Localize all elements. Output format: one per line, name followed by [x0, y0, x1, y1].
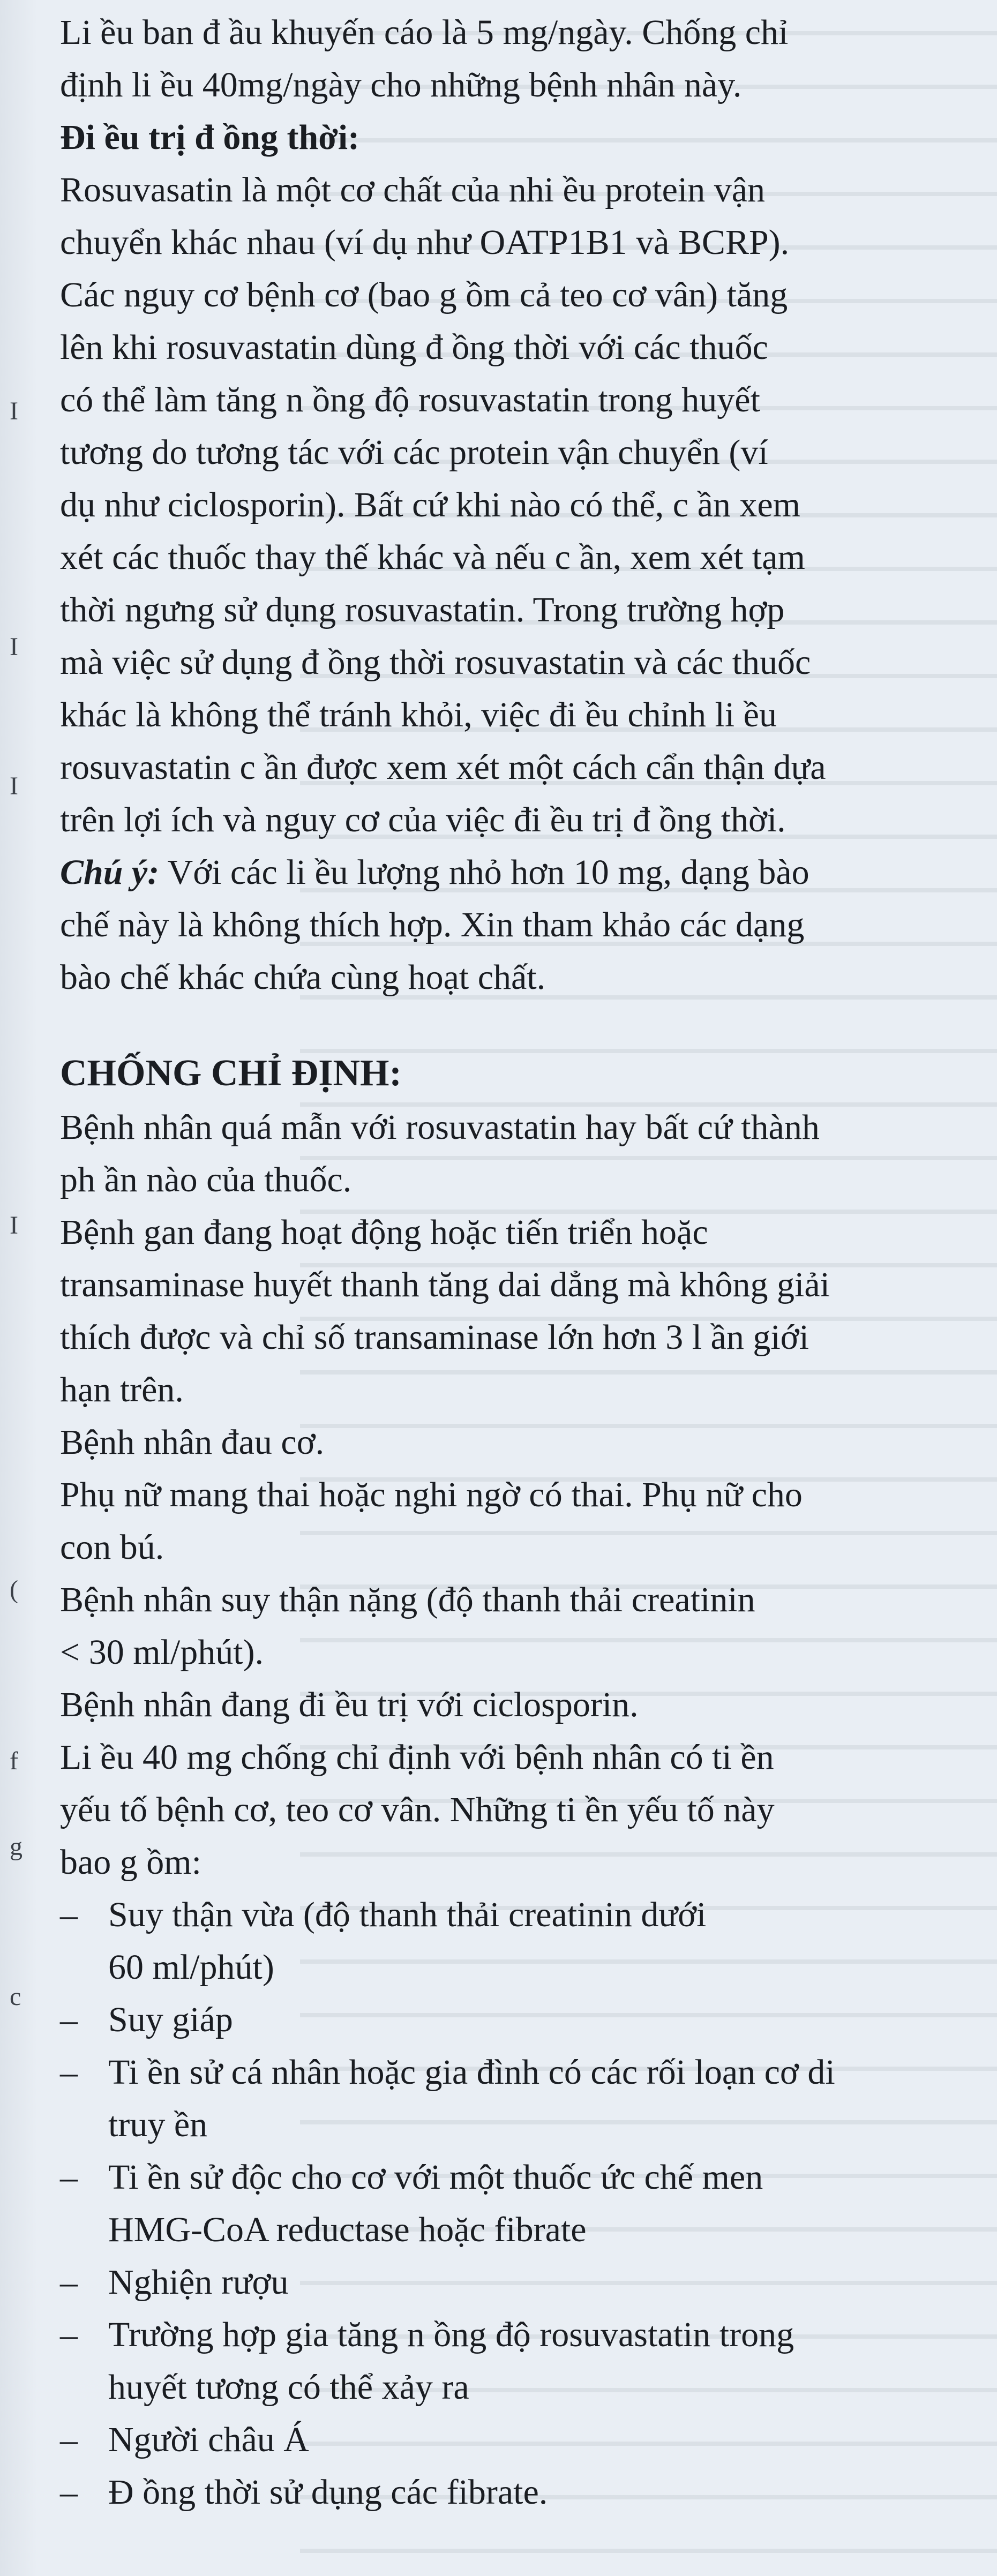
- text-line: tương do tương tác với các protein vận chuyển (ví: [60, 433, 768, 472]
- text-line: khác là không thể tránh khỏi, việc đi ều chỉnh li ều: [60, 695, 777, 734]
- list-item: [60, 2046, 981, 2099]
- bullet-dash: –: [60, 2263, 78, 2302]
- margin-mark: I: [10, 633, 18, 661]
- list-item: [60, 2466, 981, 2519]
- text-line: chế này là không thích hợp. Xin tham khảo các dạng: [60, 905, 805, 944]
- concomitant-treatment-heading: Đi ều trị đ ồng thời:: [60, 118, 360, 157]
- bullet-dash: –: [60, 2000, 78, 2039]
- text-line: yếu tố bệnh cơ, teo cơ vân. Những ti ền yếu tố này: [60, 1790, 775, 1829]
- text-line: trên lợi ích và nguy cơ của việc đi ều trị đ ồng thời.: [60, 800, 786, 839]
- list-item-text: Ti ền sử cá nhân hoặc gia đình có các rối loạn cơ di: [108, 2053, 835, 2092]
- text-line: mà việc sử dụng đ ồng thời rosuvastatin và các thuốc: [60, 643, 811, 682]
- text-line: Li ều 40 mg chống chỉ định với bệnh nhân có ti ền: [60, 1738, 774, 1777]
- text-line: Bệnh nhân đau cơ.: [60, 1423, 325, 1462]
- list-item-text: Người châu Á: [108, 2420, 309, 2459]
- text-line: thời ngưng sử dụng rosuvastatin. Trong trường hợp: [60, 590, 785, 629]
- margin-mark: c: [10, 1982, 21, 2011]
- text-line: có thể làm tăng n ồng độ rosuvastatin trong huyết: [60, 380, 760, 419]
- margin-mark: I: [10, 772, 18, 800]
- list-item-text: Đ ồng thời sử dụng các fibrate.: [108, 2473, 548, 2512]
- text-line: Bệnh gan đang hoạt động hoặc tiến triển hoặc: [60, 1213, 708, 1252]
- text-line: ph ần nào của thuốc.: [60, 1160, 352, 1199]
- bullet-dash: –: [60, 2053, 78, 2092]
- text-line: xét các thuốc thay thế khác và nếu c ần, xem xét tạm: [60, 538, 805, 577]
- list-item: [60, 1889, 981, 1941]
- margin-mark: I: [10, 1211, 18, 1240]
- text-line: Bệnh nhân suy thận nặng (độ thanh thải creatinin: [60, 1580, 755, 1619]
- text-line: dụ như ciclosporin). Bất cứ khi nào có thể, c ần xem: [60, 485, 801, 524]
- text-line: Phụ nữ mang thai hoặc nghi ngờ có thai. Phụ nữ cho: [60, 1475, 803, 1514]
- list-item: [60, 2151, 981, 2204]
- text-line: lên khi rosuvastatin dùng đ ồng thời với các thuốc: [60, 328, 768, 367]
- list-item-text: Suy thận vừa (độ thanh thải creatinin dưới: [108, 1895, 707, 1934]
- text-line: Li ều ban đ ầu khuyến cáo là 5 mg/ngày. Chống chỉ: [60, 13, 789, 52]
- list-item-continuation: 60 ml/phút): [108, 1948, 274, 1987]
- list-item-continuation: truy ền: [108, 2105, 208, 2144]
- list-item: [60, 2414, 981, 2466]
- note-text: Với các li ều lượng nhỏ hơn 10 mg, dạng bào: [159, 853, 809, 892]
- risk-factor-list: [60, 1889, 981, 2519]
- bullet-dash: –: [60, 2315, 78, 2354]
- concomitant-treatment-section: [60, 111, 981, 1004]
- text-line: Bệnh nhân đang đi ều trị với ciclosporin.: [60, 1685, 639, 1724]
- margin-mark: f: [10, 1747, 18, 1775]
- text-line: hạn trên.: [60, 1370, 184, 1409]
- text-line: Bệnh nhân quá mẫn với rosuvastatin hay bất cứ thành: [60, 1108, 820, 1147]
- left-margin-strip: [0, 0, 38, 2576]
- bullet-dash: –: [60, 2473, 78, 2512]
- contraindications-section: [60, 1046, 981, 2519]
- bullet-dash: –: [60, 2158, 78, 2197]
- text-line: bào chế khác chứa cùng hoạt chất.: [60, 958, 546, 997]
- list-item-continuation: huyết tương có thể xảy ra: [108, 2368, 469, 2407]
- list-item-continuation: HMG-CoA reductase hoặc fibrate: [108, 2210, 587, 2249]
- note-line: [60, 846, 981, 899]
- text-line: con bú.: [60, 1528, 164, 1567]
- text-line: định li ều 40mg/ngày cho những bệnh nhân này.: [60, 65, 742, 104]
- text-line: transaminase huyết thanh tăng dai dẳng mà không giải: [60, 1265, 830, 1304]
- bullet-dash: –: [60, 2420, 78, 2459]
- intro-paragraph: [60, 6, 981, 111]
- list-item-text: Suy giáp: [108, 2000, 233, 2039]
- bullet-dash: –: [60, 1895, 78, 1934]
- margin-mark: (: [10, 1575, 18, 1604]
- margin-mark: g: [10, 1833, 23, 1861]
- text-line: Các nguy cơ bệnh cơ (bao g ồm cả teo cơ vân) tăng: [60, 275, 788, 314]
- text-line: bao g ồm:: [60, 1843, 201, 1882]
- list-item: [60, 2256, 981, 2309]
- list-item: [60, 1994, 981, 2046]
- list-item-text: Trường hợp gia tăng n ồng độ rosuvastatin trong: [108, 2315, 794, 2354]
- text-line: rosuvastatin c ần được xem xét một cách cẩn thận dựa: [60, 748, 826, 787]
- note-label: Chú ý:: [60, 853, 160, 892]
- text-line: chuyển khác nhau (ví dụ như OATP1B1 và BCRP).: [60, 223, 790, 262]
- margin-mark: I: [10, 397, 18, 425]
- list-item-text: Nghiện rượu: [108, 2263, 289, 2302]
- document-body: [60, 6, 981, 2519]
- text-line: < 30 ml/phút).: [60, 1633, 264, 1672]
- list-item: [60, 2309, 981, 2361]
- list-item-text: Ti ền sử độc cho cơ với một thuốc ức chế men: [108, 2158, 763, 2197]
- text-line: thích được và chỉ số transaminase lớn hơn 3 l ần giới: [60, 1318, 809, 1357]
- contraindications-heading: CHỐNG CHỈ ĐỊNH:: [60, 1053, 402, 1094]
- text-line: Rosuvasatin là một cơ chất của nhi ều protein vận: [60, 170, 766, 209]
